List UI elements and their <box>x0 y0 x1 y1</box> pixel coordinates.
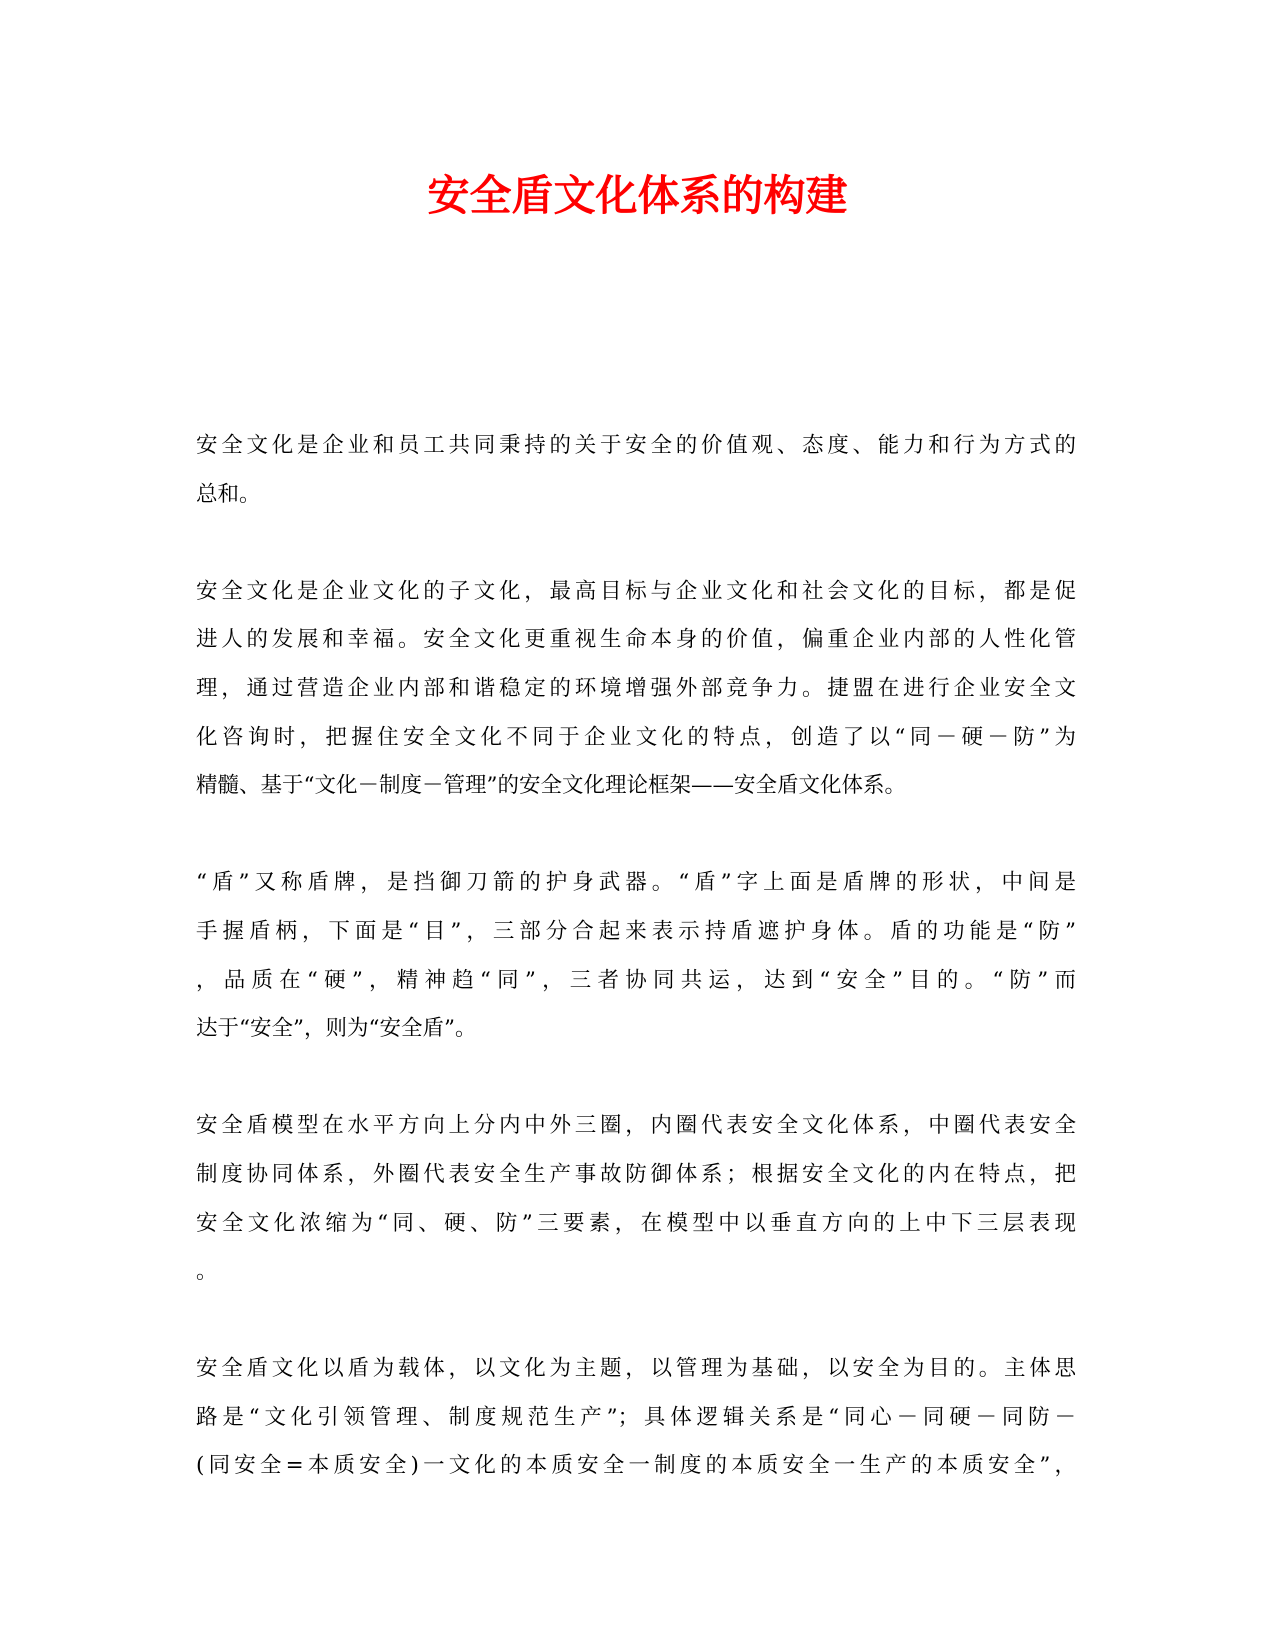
paragraph-1 <box>196 422 1076 519</box>
paragraph-line: 安全文化浓缩为“同、硬、防”三要素，在模型中以垂直方向的上中下三层表现 <box>196 1210 1076 1236</box>
paragraph-line: 手握盾柄，下面是“目”，三部分合起来表示持盾遮护身体。盾的功能是“防” <box>196 918 1076 944</box>
document-body <box>196 422 1076 1540</box>
paragraph-2 <box>196 568 1076 811</box>
paragraph-line: (同安全=本质安全)一文化的本质安全一制度的本质安全一生产的本质安全”， <box>196 1453 1076 1479</box>
paragraph-line: 达于“安全”，则为“安全盾”。 <box>196 1016 477 1042</box>
paragraph-line: 总和。 <box>196 481 261 507</box>
paragraph-5 <box>196 1345 1076 1491</box>
paragraph-line: 精髓、基于“文化－制度－管理”的安全文化理论框架——安全盾文化体系。 <box>196 773 906 799</box>
paragraph-line: 。 <box>196 1259 218 1285</box>
paragraph-line: 制度协同体系，外圈代表安全生产事故防御体系；根据安全文化的内在特点，把 <box>196 1161 1076 1187</box>
paragraph-line: “盾”又称盾牌，是挡御刀箭的护身武器。“盾”字上面是盾牌的形状，中间是 <box>196 870 1076 896</box>
paragraph-line: 安全盾模型在水平方向上分内中外三圈，内圈代表安全文化体系，中圈代表安全 <box>196 1113 1076 1139</box>
paragraph-line: 化咨询时，把握住安全文化不同于企业文化的特点，创造了以“同－硬－防”为 <box>196 724 1076 750</box>
paragraph-line: 安全文化是企业和员工共同秉持的关于安全的价值观、态度、能力和行为方式的 <box>196 433 1076 458</box>
paragraph-line: 进人的发展和幸福。安全文化更重视生命本身的价值，偏重企业内部的人性化管 <box>196 627 1076 653</box>
document-title: 安全盾文化体系的构建 <box>427 171 848 220</box>
paragraph-line: 理，通过营造企业内部和谐稳定的环境增强外部竞争力。捷盟在进行企业安全文 <box>196 675 1076 701</box>
paragraph-3 <box>196 859 1076 1053</box>
paragraph-line: 路是“文化引领管理、制度规范生产”；具体逻辑关系是“同心－同硬－同防－ <box>196 1404 1076 1430</box>
paragraph-line: ，品质在“硬”，精神趋“同”，三者协同共运，达到“安全”目的。“防”而 <box>196 967 1076 993</box>
paragraph-line: 安全盾文化以盾为载体，以文化为主题，以管理为基础，以安全为目的。主体思 <box>196 1356 1076 1382</box>
paragraph-line: 安全文化是企业文化的子文化，最高目标与企业文化和社会文化的目标，都是促 <box>196 578 1076 604</box>
paragraph-4 <box>196 1102 1076 1296</box>
